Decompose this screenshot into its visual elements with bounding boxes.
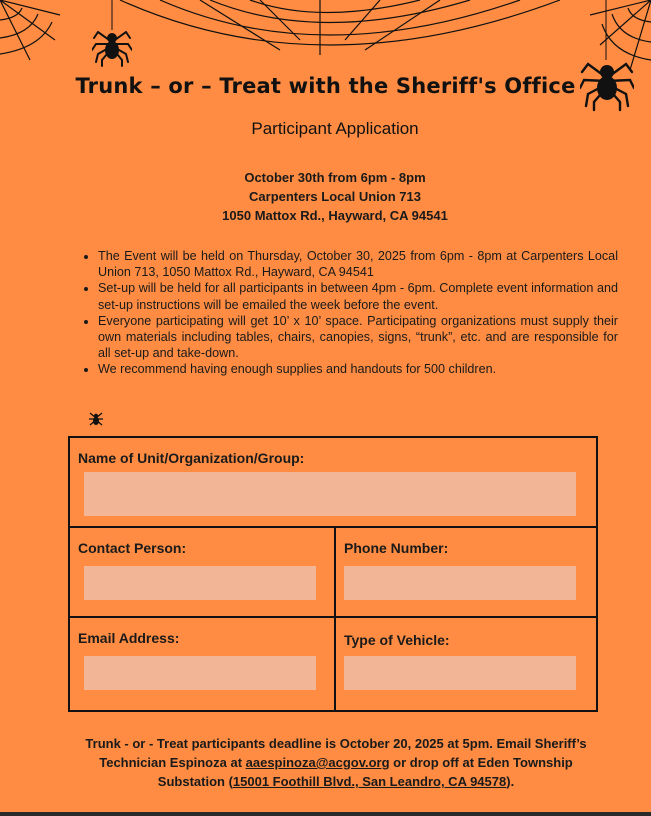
email-label: Email Address:	[78, 630, 180, 646]
deadline-text-2: or drop off at Eden Township Substation (	[157, 755, 573, 789]
phone-label: Phone Number:	[344, 540, 449, 556]
form-cell-contact	[70, 528, 336, 616]
deadline-notice	[76, 734, 596, 791]
list-item: • Everyone participating will get 10’ x 10’ space. Participating organizations must supply their own materials including tables, chairs, canopies, signs, “trunk”, etc. and are responsible for all set-up and take-down.	[98, 313, 618, 362]
unit-label: Name of Unit/Organization/Group:	[78, 450, 305, 466]
form-row-unit	[70, 438, 596, 528]
list-item: • The Event will be held on Thursday, October 30, 2025 from 6pm - 8pm at Carpenters Local Union 713, 1050 Mattox Rd., Hayward, CA 94541	[98, 248, 618, 280]
vehicle-label: Type of Vehicle:	[344, 632, 450, 648]
page-subtitle: Participant Application	[251, 119, 419, 138]
form-cell-vehicle	[336, 618, 596, 710]
page-title: Trunk – or – Treat with the Sheriff's Office	[75, 74, 576, 98]
contact-label: Contact Person:	[78, 540, 187, 556]
event-details-list	[78, 248, 618, 378]
vehicle-input[interactable]	[344, 656, 576, 690]
application-form	[68, 436, 598, 712]
deadline-text-3: ).	[506, 774, 515, 789]
unit-input[interactable]	[84, 472, 576, 516]
list-item: • We recommend having enough supplies and handouts for 500 children.	[98, 361, 618, 377]
contact-email-link[interactable]: aaespinoza@acgov.org	[245, 755, 390, 770]
bottom-edge	[0, 812, 651, 816]
event-info	[0, 168, 651, 225]
form-row-contact	[70, 528, 596, 618]
form-cell-email	[70, 618, 336, 710]
deadline-text: Trunk - or - Treat participants deadline is October 20, 2025 at 5pm. Email Sheriff’s Technician Espinoza at	[85, 736, 587, 770]
spider-icon	[88, 410, 104, 428]
event-venue: Carpenters Local Union 713	[249, 189, 421, 204]
event-date-time: October 30th from 6pm - 8pm	[244, 170, 426, 185]
contact-input[interactable]	[84, 566, 316, 600]
spider-icon	[92, 24, 132, 68]
form-cell-phone	[336, 528, 596, 616]
phone-input[interactable]	[344, 566, 576, 600]
form-row-email	[70, 618, 596, 710]
email-input[interactable]	[84, 656, 316, 690]
substation-address: 15001 Foothill Blvd., San Leandro, CA 94578	[232, 774, 507, 789]
form-cell-unit	[70, 438, 596, 526]
list-item: • Set-up will be held for all participants in between 4pm - 6pm. Complete event information and set-up instructions will be emailed the week before the event.	[98, 280, 618, 312]
event-address: 1050 Mattox Rd., Hayward, CA 94541	[222, 208, 448, 223]
